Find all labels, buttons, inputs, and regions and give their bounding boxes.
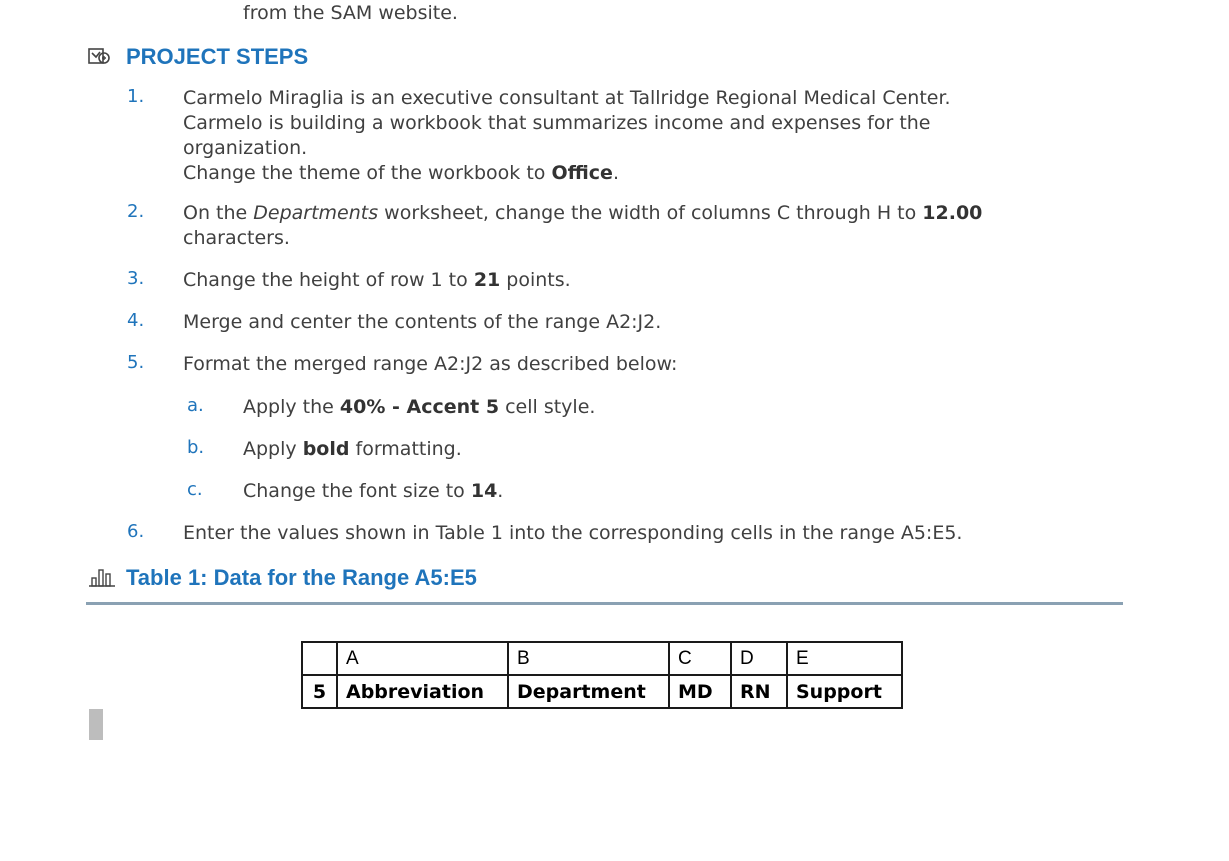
substep-text: Change the font size to 14. <box>243 480 504 502</box>
step-number: 4. <box>127 310 145 331</box>
substep-letter: b. <box>187 437 205 458</box>
step-number: 5. <box>127 352 145 373</box>
data-table <box>301 641 903 709</box>
substep-letter: a. <box>187 395 204 416</box>
table-column-header: B <box>508 642 669 675</box>
step-number: 1. <box>127 86 145 107</box>
project-steps-icon <box>87 46 111 68</box>
table-cell: Department <box>508 675 669 708</box>
table-column-header: E <box>787 642 902 675</box>
step-number: 3. <box>127 268 145 289</box>
text-cursor <box>89 709 103 740</box>
table-column-header: D <box>731 642 787 675</box>
table-corner-cell <box>302 642 337 675</box>
substep-text: Apply bold formatting. <box>243 438 462 460</box>
table-cell: Abbreviation <box>337 675 508 708</box>
table-row-number: 5 <box>302 675 337 708</box>
table-cell: RN <box>731 675 787 708</box>
step-text: On the Departments worksheet, change the width of columns C through H to 12.00 characters. <box>183 202 983 249</box>
section-heading: PROJECT STEPS <box>126 44 309 69</box>
table-chart-icon <box>88 566 116 588</box>
table-header-row <box>302 642 902 675</box>
table-column-header: C <box>669 642 731 675</box>
substep-text: Apply the 40% - Accent 5 cell style. <box>243 396 596 418</box>
table-cell: MD <box>669 675 731 708</box>
table-row <box>302 675 902 708</box>
step-text: Enter the values shown in Table 1 into the corresponding cells in the range A5:E5. <box>183 522 963 544</box>
heading-divider <box>86 602 1123 605</box>
intro-text: from the SAM website. <box>243 2 458 24</box>
substep-letter: c. <box>187 479 203 500</box>
table-cell: Support <box>787 675 902 708</box>
table-column-header: A <box>337 642 508 675</box>
step-text: Merge and center the contents of the range A2:J2. <box>183 311 662 333</box>
step-text: Format the merged range A2:J2 as described below: <box>183 353 678 375</box>
step-text: Carmelo Miraglia is an executive consultant at Tallridge Regional Medical Center. Carmelo is building a workbook that summarizes income and expenses for the organization. Change the theme of the workbook to Office. <box>183 87 951 184</box>
step-number: 2. <box>127 201 145 222</box>
step-text: Change the height of row 1 to 21 points. <box>183 269 571 291</box>
step-number: 6. <box>127 521 145 542</box>
table-heading: Table 1: Data for the Range A5:E5 <box>126 565 477 590</box>
